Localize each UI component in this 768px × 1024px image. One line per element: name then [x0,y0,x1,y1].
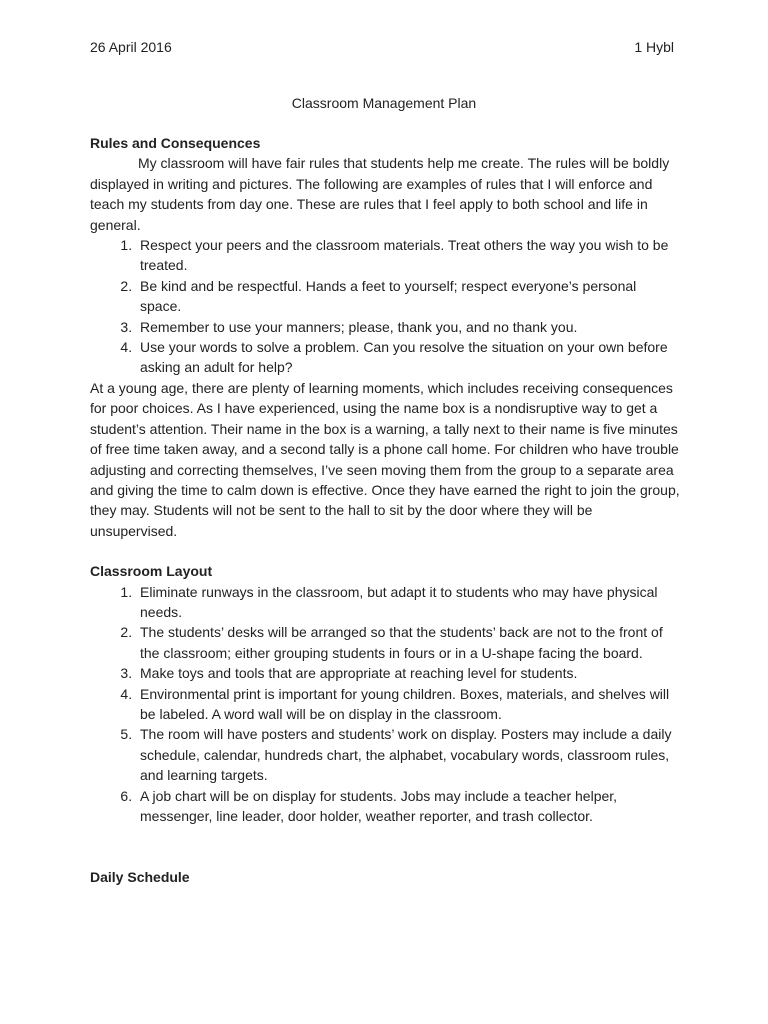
document-body [90,133,680,888]
spacer [90,541,680,561]
consequences-paragraph: At a young age, there are plenty of learning moments, which includes receiving consequences for poor choices. As I have experienced, using the name box is a nondisruptive way to get a student’s attention. Their name in the box is a warning, a tally next to their name is five minutes of free time taken away, and a second tally is a phone call home. For children who have trouble adjusting and correcting themselves, I’ve seen moving them from the group to a separate area and giving the time to calm down is effective. Once they have earned the right to join the group, they may. Students will not be sent to the hall to sit by the door where they will be unsupervised. [90,379,680,539]
layout-list-item: 6. A job chart will be on display for students. Jobs may include a teacher helper, messenger, line leader, door holder, weather reporter, and trash collector. [136,786,680,827]
section-heading-schedule: Daily Schedule [90,869,190,886]
rules-intro-paragraph: My classroom will have fair rules that students help me create. The rules will be boldly displayed in writing and pictures. The following are examples of rules that I will enforce and teach my students from day one. These are rules that I feel apply to both school and life in general. [90,155,670,233]
layout-list-item: 3. Make toys and tools that are appropriate at reaching level for students. [136,663,680,683]
document-title: Classroom Management Plan [291,95,477,111]
layout-list-item: 4. Environmental print is important for young children. Boxes, materials, and shelves will be labeled. A word wall will be on display in the classroom. [136,684,680,725]
rules-list-item: 3. Remember to use your manners; please, thank you, and no thank you. [136,317,680,337]
rules-list-item: 4. Use your words to solve a problem. Can you resolve the situation on your own before asking an adult for help? [136,337,680,378]
layout-list-item: 2. The students’ desks will be arranged so that the students’ back are not to the front of the classroom; either grouping students in fours or in a U-shape facing the board. [136,622,680,663]
header-page-label: 1 Hybl [634,39,674,55]
section-heading-layout: Classroom Layout [90,563,213,580]
layout-list [90,582,680,827]
section-heading-rules: Rules and Consequences [90,135,261,151]
layout-list-item: 5. The room will have posters and students’ work on display. Posters may include a daily schedule, calendar, hundreds chart, the alphabet, vocabulary words, classroom rules, and learning targets. [136,724,680,785]
layout-list-item: 1. Eliminate runways in the classroom, but adapt it to students who may have physical needs. [136,582,680,623]
rules-list [90,235,680,378]
spacer [90,826,680,867]
rules-list-item: 2. Be kind and be respectful. Hands a feet to yourself; respect everyone’s personal space. [136,276,680,317]
rules-list-item: 1. Respect your peers and the classroom materials. Treat others the way you wish to be treated. [136,235,680,276]
header-date: 26 April 2016 [90,39,172,55]
